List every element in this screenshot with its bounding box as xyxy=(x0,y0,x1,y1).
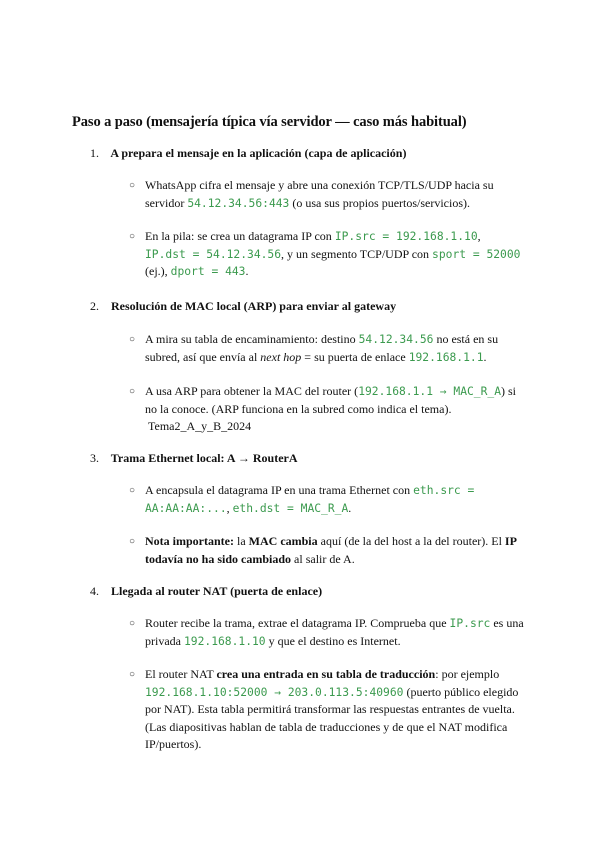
list-item: ○ El router NAT crea una entrada en su tabla de traducción: por ejemplo 192.168.1.10:52000 → 203.0.113.5:40960 (puerto público elegido por NAT). Esta tabla permitirá transformar las respuestas entrantes de vuelta. (Las diapositivas hablan de tabla de traducciones y de que el NAT modifica IP/puertos). xyxy=(129,667,519,751)
code-ip-src: IP.src = 192.168.1.10 xyxy=(334,230,478,243)
list-item: ○ A encapsula el datagrama IP en una trama Ethernet con eth.src = AA:AA:AA:..., eth.dst = MAC_R_A. xyxy=(129,483,475,515)
code-gateway-ip: 192.168.1.1 xyxy=(408,350,484,364)
circle-bullet-icon: ○ xyxy=(129,334,136,345)
code-server-address: 54.12.34.56:443 xyxy=(187,196,290,210)
list-item: ○ En la pila: se crea un datagrama IP con IP.src = 192.168.1.10, IP.dst = 54.12.34.56, y un segmento TCP/UDP con sport = 52000 (ej.), dport = 443. xyxy=(129,229,521,278)
page-title: Paso a paso (mensajería típica vía servidor — caso más habitual) xyxy=(72,114,467,130)
section-4-header xyxy=(90,584,322,599)
circle-bullet-icon: ○ xyxy=(129,618,136,629)
list-item: ○ Router recibe la trama, extrae el datagrama IP. Comprueba que IP.src es una privada 192.168.1.10 y que el destino es Internet. xyxy=(129,616,524,648)
code-destination-ip: 54.12.34.56 xyxy=(358,333,434,346)
section-number: 3. xyxy=(90,451,99,465)
section-title: Resolución de MAC local (ARP) para enviar al gateway xyxy=(111,299,397,313)
section-title: Llegada al router NAT (puerta de enlace) xyxy=(111,584,323,598)
code-eth-dst: eth.dst = MAC_R_A xyxy=(232,501,349,515)
circle-bullet-icon: ○ xyxy=(129,485,136,496)
section-number: 4. xyxy=(90,584,99,598)
circle-bullet-icon: ○ xyxy=(129,231,136,242)
code-ip-src: IP.src xyxy=(449,617,491,630)
section-3-header xyxy=(90,451,298,466)
section-1-header xyxy=(90,146,406,161)
list-item: ○ WhatsApp cifra el mensaje y abre una conexión TCP/TLS/UDP hacia su servidor 54.12.34.56:443 (o usa sus propios puertos/servicios). xyxy=(129,178,494,210)
list-item: ○ A mira su tabla de encaminamiento: destino 54.12.34.56 no está en su subred, así que envía al next hop = su puerta de enlace 192.168.1.1. xyxy=(129,332,499,364)
list-item: ○ A usa ARP para obtener la MAC del router (192.168.1.1 → MAC_R_A) si no la conoce. (ARP funciona en la subred como indica el tema). Tema2_A_y_B_2024 xyxy=(129,384,517,433)
circle-bullet-icon: ○ xyxy=(129,669,136,680)
code-dport: dport = 443 xyxy=(170,265,246,278)
circle-bullet-icon: ○ xyxy=(129,180,136,191)
section-2-header xyxy=(90,299,396,314)
code-sport: sport = 52000 xyxy=(432,247,521,261)
section-title: Trama Ethernet local: A → RouterA xyxy=(110,451,298,465)
list-item: ○ Nota importante: la MAC cambia aquí (de la del host a la del router). El IP todavía no ha sido cambiado al salir de A. xyxy=(129,534,517,566)
circle-bullet-icon: ○ xyxy=(129,386,136,397)
section-title: A prepara el mensaje en la aplicación (capa de aplicación) xyxy=(110,146,407,160)
code-nat-translation: 192.168.1.10:52000 → 203.0.113.5:40960 xyxy=(145,685,404,699)
section-number: 2. xyxy=(90,299,99,313)
code-eth-src: eth.src = AA:AA:AA:... xyxy=(145,484,475,515)
code-ip-dst: IP.dst = 54.12.34.56 xyxy=(145,247,282,261)
code-arp-mapping: 192.168.1.1 → MAC_R_A xyxy=(358,385,502,398)
section-number: 1. xyxy=(90,146,99,160)
source-reference: Tema2_A_y_B_2024 xyxy=(148,419,252,433)
circle-bullet-icon: ○ xyxy=(129,536,136,547)
code-private-ip: 192.168.1.10 xyxy=(183,634,266,648)
